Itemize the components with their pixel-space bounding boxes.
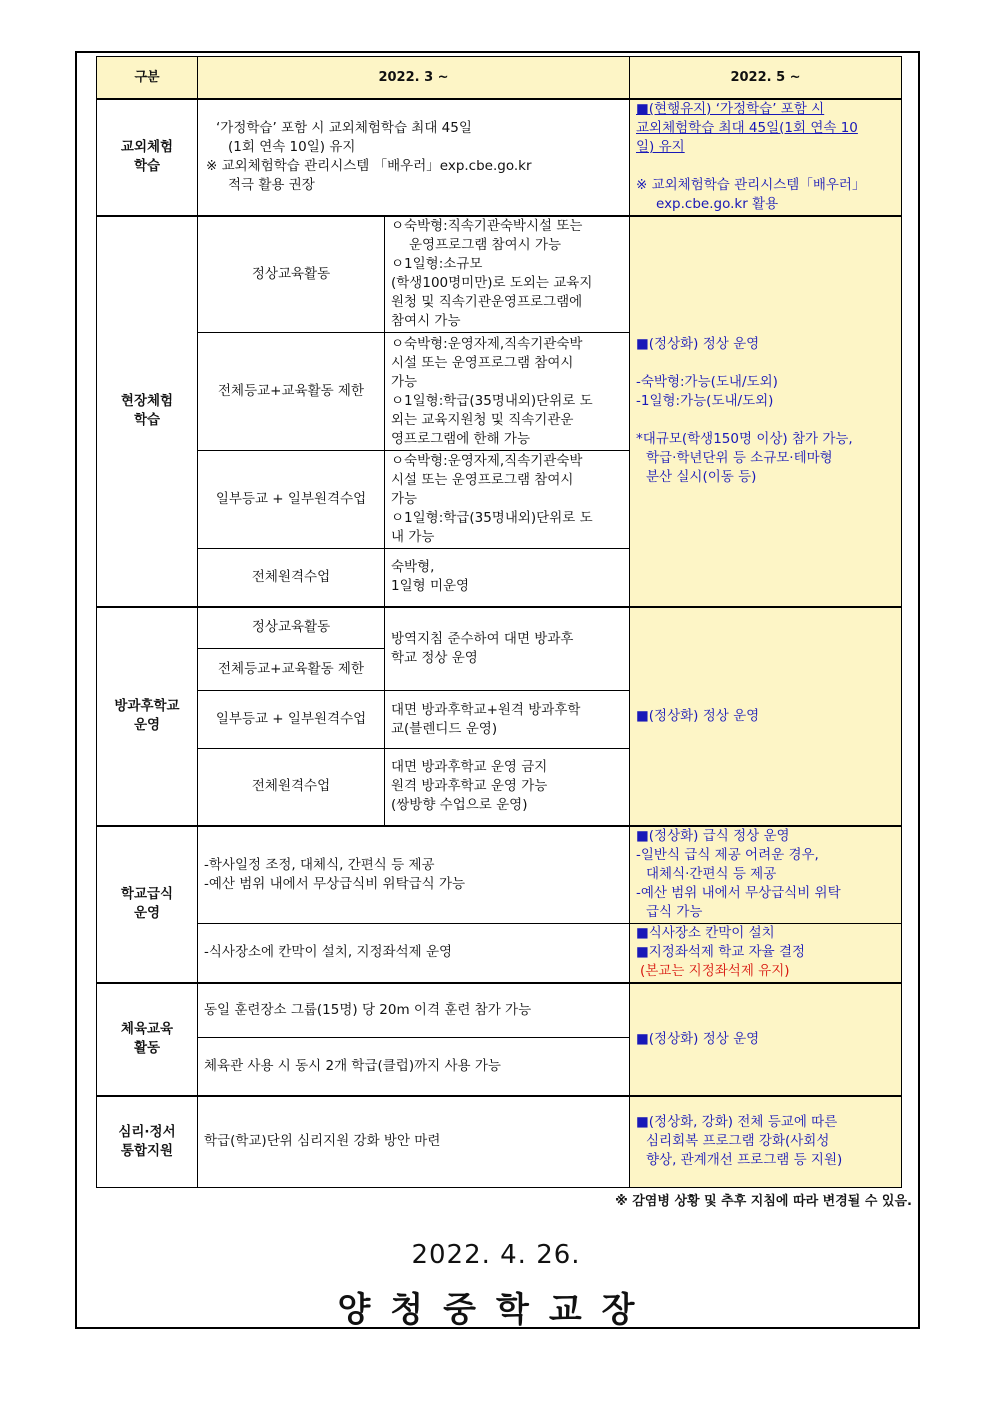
pe-may: ■(정상화) 정상 운영 xyxy=(630,983,902,1096)
afterschool-detail-inperson: 방역지침 준수하여 대면 방과후 학교 정상 운영 xyxy=(385,607,630,691)
header-category: 구분 xyxy=(97,57,198,99)
onsite-detail-remote: 숙박형, 1일형 미운영 xyxy=(385,549,630,607)
pe-category: 체육교육 활동 xyxy=(97,983,198,1096)
psych-row xyxy=(97,1096,902,1188)
afterschool-row-normal xyxy=(97,607,902,649)
afterschool-label-partial: 일부등교 + 일부원격수업 xyxy=(198,691,385,749)
meals-march-1: -학사일정 조정, 대체식, 간편식 등 제공 -예산 범위 내에서 무상급식비 위탁급식 가능 xyxy=(198,826,630,924)
onsite-detail-normal: ㅇ숙박형:직속기관숙박시설 또는 운영프로그램 참여시 가능 ㅇ1일형:소규모 (학생100명미만)로 도외는 교육지 원청 및 직속기관운영프로그램에 참여시 가능 xyxy=(385,216,630,333)
afterschool-detail-remote: 대면 방과후학교 운영 금지 원격 방과후학교 운영 가능 (쌍방향 수업으로 운영) xyxy=(385,749,630,826)
field-trip-category: 교외체험 학습 xyxy=(97,99,198,216)
afterschool-may: ■(정상화) 정상 운영 xyxy=(630,607,902,826)
field-trip-may: ■(현행유지) ‘가정학습’ 포함 시 교외체험학습 최대 45일(1회 연속 10 일) 유지 ※ 교외체험학습 관리시스템「배우러」 exp.cbe.go.kr 활용 xyxy=(630,99,902,216)
afterschool-detail-blended: 대면 방과후학교+원격 방과후학 교(블렌디드 운영) xyxy=(385,691,630,749)
meals-row-1 xyxy=(97,826,902,924)
onsite-label-remote: 전체원격수업 xyxy=(198,549,385,607)
onsite-detail-partial: ㅇ숙박형:운영자제,직속기관숙박 시설 또는 운영프로그램 참여시 가능 ㅇ1일형:학급(35명내외)단위로 도 내 가능 xyxy=(385,451,630,549)
meals-row-2 xyxy=(97,924,902,983)
afterschool-category: 방과후학교 운영 xyxy=(97,607,198,826)
onsite-label-limited: 전체등교+교육활동 제한 xyxy=(198,333,385,451)
psych-category: 심리·정서 통합지원 xyxy=(97,1096,198,1188)
footnote: ※ 감염병 상황 및 추후 지침에 따라 변경될 수 있음. xyxy=(615,1194,912,1209)
onsite-label-normal: 정상교육활동 xyxy=(198,216,385,333)
meals-may-2: ■식사장소 칸막이 설치 ■지정좌석제 학교 자율 결정 (본교는 지정좌석제 유지) xyxy=(630,924,902,983)
meals-march-2: -식사장소에 칸막이 설치, 지정좌석제 운영 xyxy=(198,924,630,983)
header-march: 2022. 3 ~ xyxy=(198,57,630,99)
policy-table xyxy=(96,56,902,1188)
issue-date: 2022. 4. 26. xyxy=(411,1240,581,1270)
meals-may-1: ■(정상화) 급식 정상 운영 -일반식 급식 제공 어려운 경우, 대체식·간편식 등 제공 -예산 범위 내에서 무상급식비 위탁 급식 가능 xyxy=(630,826,902,924)
onsite-may: ■(정상화) 정상 운영 -숙박형:가능(도내/도외) -1일형:가능(도내/도외) *대규모(학생150명 이상) 참가 가능, 학급·학년단위 등 소규모·테마형 분산 실시(이동 등) xyxy=(630,216,902,607)
psych-may: ■(정상화, 강화) 전체 등교에 따른 심리회복 프로그램 강화(사회성 향상, 관계개선 프로그램 등 지원) xyxy=(630,1096,902,1188)
table-header-row xyxy=(97,57,902,99)
afterschool-label-limited: 전체등교+교육활동 제한 xyxy=(198,649,385,691)
meals-category: 학교급식 운영 xyxy=(97,826,198,983)
onsite-detail-limited: ㅇ숙박형:운영자제,직속기관숙박 시설 또는 운영프로그램 참여시 가능 ㅇ1일형:학급(35명내외)단위로 도 외는 교육지원청 및 직속기관운 영프로그램에 한해 가능 xyxy=(385,333,630,451)
seat-policy-note: (본교는 지정좌석제 유지) xyxy=(640,963,790,980)
pe-march-1: 동일 훈련장소 그룹(15명) 당 20m 이격 훈련 참가 가능 xyxy=(198,983,630,1038)
principal-signature: 양청중학교장 xyxy=(337,1290,655,1330)
onsite-label-partial: 일부등교 + 일부원격수업 xyxy=(198,451,385,549)
psych-march: 학급(학교)단위 심리지원 강화 방안 마련 xyxy=(198,1096,630,1188)
afterschool-label-normal: 정상교육활동 xyxy=(198,607,385,649)
afterschool-label-remote: 전체원격수업 xyxy=(198,749,385,826)
pe-march-2: 체육관 사용 시 동시 2개 학급(클럽)까지 사용 가능 xyxy=(198,1038,630,1096)
onsite-row-normal xyxy=(97,216,902,333)
field-trip-row xyxy=(97,99,902,216)
field-trip-march: ‘가정학습’ 포함 시 교외체험학습 최대 45일 (1회 연속 10일) 유지 ※ 교외체험학습 관리시스템 「배우러」exp.cbe.go.kr 적극 활용 권장 xyxy=(198,99,630,216)
onsite-category: 현장체험 학습 xyxy=(97,216,198,607)
pe-row-1 xyxy=(97,983,902,1038)
header-may: 2022. 5 ~ xyxy=(630,57,902,99)
